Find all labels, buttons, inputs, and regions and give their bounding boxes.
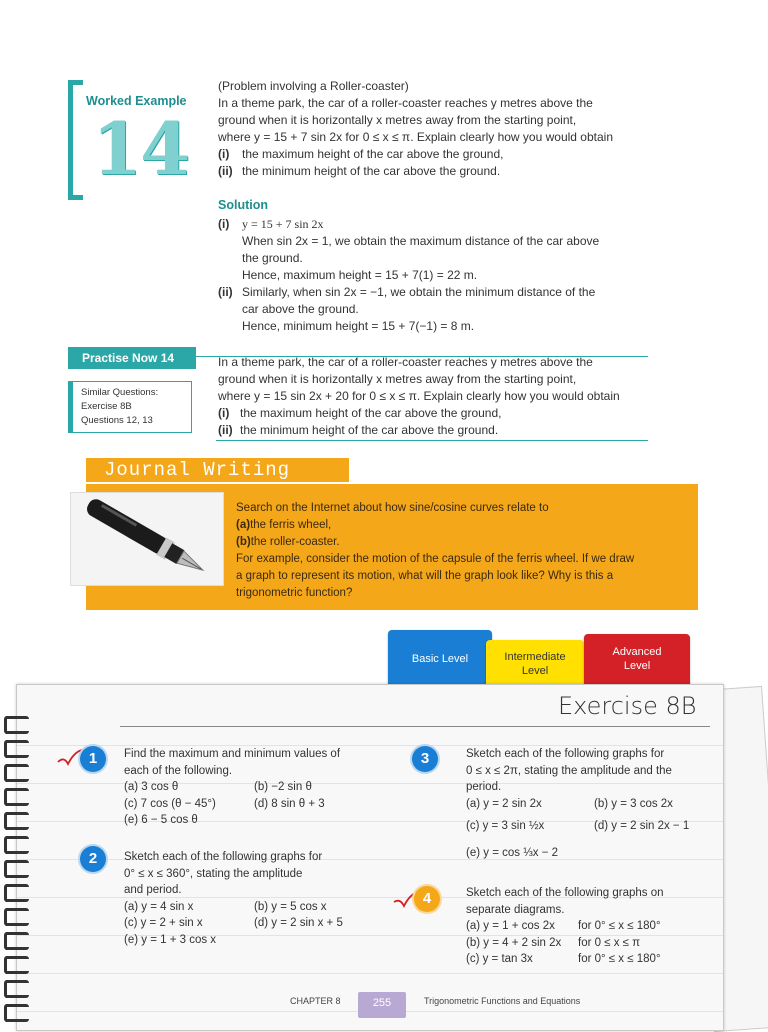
question-number-2: 2	[80, 846, 106, 872]
worked-example-label: Worked Example	[86, 94, 187, 108]
question-line: In a theme park, the car of a roller-coaster reaches y metres above the	[218, 96, 593, 110]
exercise-title: Exercise 8B	[558, 692, 697, 720]
question-line: ground when it is horizontally x metres away from the starting point,	[218, 113, 577, 127]
worked-example-question	[218, 78, 650, 180]
question-number-1: 1	[80, 746, 106, 772]
solution-line: the ground.	[242, 251, 303, 265]
page-number: 255	[358, 992, 406, 1018]
solution-equation: y = 15 + 7 sin 2x	[242, 217, 324, 231]
tab-basic-level[interactable]: Basic Level	[388, 630, 492, 688]
question-number-4: 4	[414, 886, 440, 912]
question-part-ii: (ii) the minimum height of the car above the ground.	[218, 164, 501, 178]
question-3: Sketch each of the following graphs for 0 ≤ x ≤ 2π, stating the amplitude and the period. (a) y = 2 sin 2x (b) y = 3 cos 2x (c) y = 3 sin ½x (d) y = 2 sin 2x − 1 (e) y = cos ⅓x − 2	[466, 748, 690, 859]
exercise-title-rule	[120, 726, 710, 727]
question-4: Sketch each of the following graphs on separate diagrams. (a) y = 1 + cos 2x for 0° ≤ x ≤ 180° (b) y = 4 + 2 sin 2x for 0 ≤ x ≤ π (c) y = tan 3x for 0° ≤ x ≤ 180°	[466, 887, 664, 965]
tab-advanced-level[interactable]: Advanced Level	[584, 634, 690, 688]
solution-body: (i) y = 15 + 7 sin 2x When sin 2x = 1, we obtain the maximum distance of the car above the ground. Hence, maximum height = 15 + 7(1) = 22 m. (ii) Similarly, when sin 2x = −1, we obtain the minimum distance of the car above the ground. Hence, minimum height = 15 + 7(−1) = 8 m.	[218, 216, 650, 335]
journal-writing-title: Journal Writing	[86, 458, 349, 482]
practise-now-question: In a theme park, the car of a roller-coaster reaches y metres above the ground when it is horizontally x metres away from the starting point, where y = 15 sin 2x + 20 for 0 ≤ x ≤ π. Explain clearly how you would obtain (i) the maximum height of the car above the ground, (ii) the minimum height of the car above the ground.	[218, 355, 620, 437]
footer-title: Trigonometric Functions and Equations	[424, 996, 581, 1006]
practise-now-title: Practise Now 14	[68, 347, 196, 369]
footer-chapter: CHAPTER 8	[290, 996, 341, 1006]
solution-heading: Solution	[218, 198, 268, 212]
fountain-pen-image	[70, 492, 224, 586]
worked-example-bracket	[68, 80, 83, 200]
question-part-i: (i) the maximum height of the car above the ground,	[218, 147, 504, 161]
practise-now-bottom-rule	[216, 440, 648, 441]
solution-line: Hence, maximum height = 15 + 7(1) = 22 m.	[242, 268, 478, 282]
question-1: Find the maximum and minimum values of each of the following. (a) 3 cos θ (b) −2 sin θ (c) 7 cos (θ − 45°) (d) 8 sin θ + 3 (e) 6 − 5 cos θ	[124, 748, 341, 826]
solution-line: When sin 2x = 1, we obtain the maximum distance of the car above	[242, 234, 600, 248]
worked-example-number: 14	[92, 106, 189, 191]
question-line: where y = 15 + 7 sin 2x for 0 ≤ x ≤ π. Explain clearly how you would obtain	[218, 130, 613, 144]
solution-line: Hence, minimum height = 15 + 7(−1) = 8 m.	[242, 319, 475, 333]
similar-questions-box: Similar Questions: Exercise 8B Questions 12, 13	[68, 381, 192, 433]
tab-intermediate-level[interactable]: Intermediate Level	[486, 640, 584, 688]
question-2: Sketch each of the following graphs for 0° ≤ x ≤ 360°, stating the amplitude and period. (a) y = 4 sin x (b) y = 5 cos x (c) y = 2 + sin x (d) y = 2 sin x + 5 (e) y = 1 + 3 cos x	[124, 851, 343, 946]
solution-line: Similarly, when sin 2x = −1, we obtain the minimum distance of the	[242, 285, 596, 299]
question-number-3: 3	[412, 746, 438, 772]
notebook-spiral	[0, 716, 32, 1024]
worked-example-subtitle: (Problem involving a Roller-coaster)	[218, 79, 409, 93]
journal-writing-text: Search on the Internet about how sine/cosine curves relate to (a)the ferris wheel, (b)the roller-coaster. For example, consider the motion of the capsule of the ferris wheel. If we draw a graph to represent its motion, what will the graph look like? Why is this a trigonometric function?	[236, 502, 635, 599]
solution-line: car above the ground.	[242, 302, 359, 316]
